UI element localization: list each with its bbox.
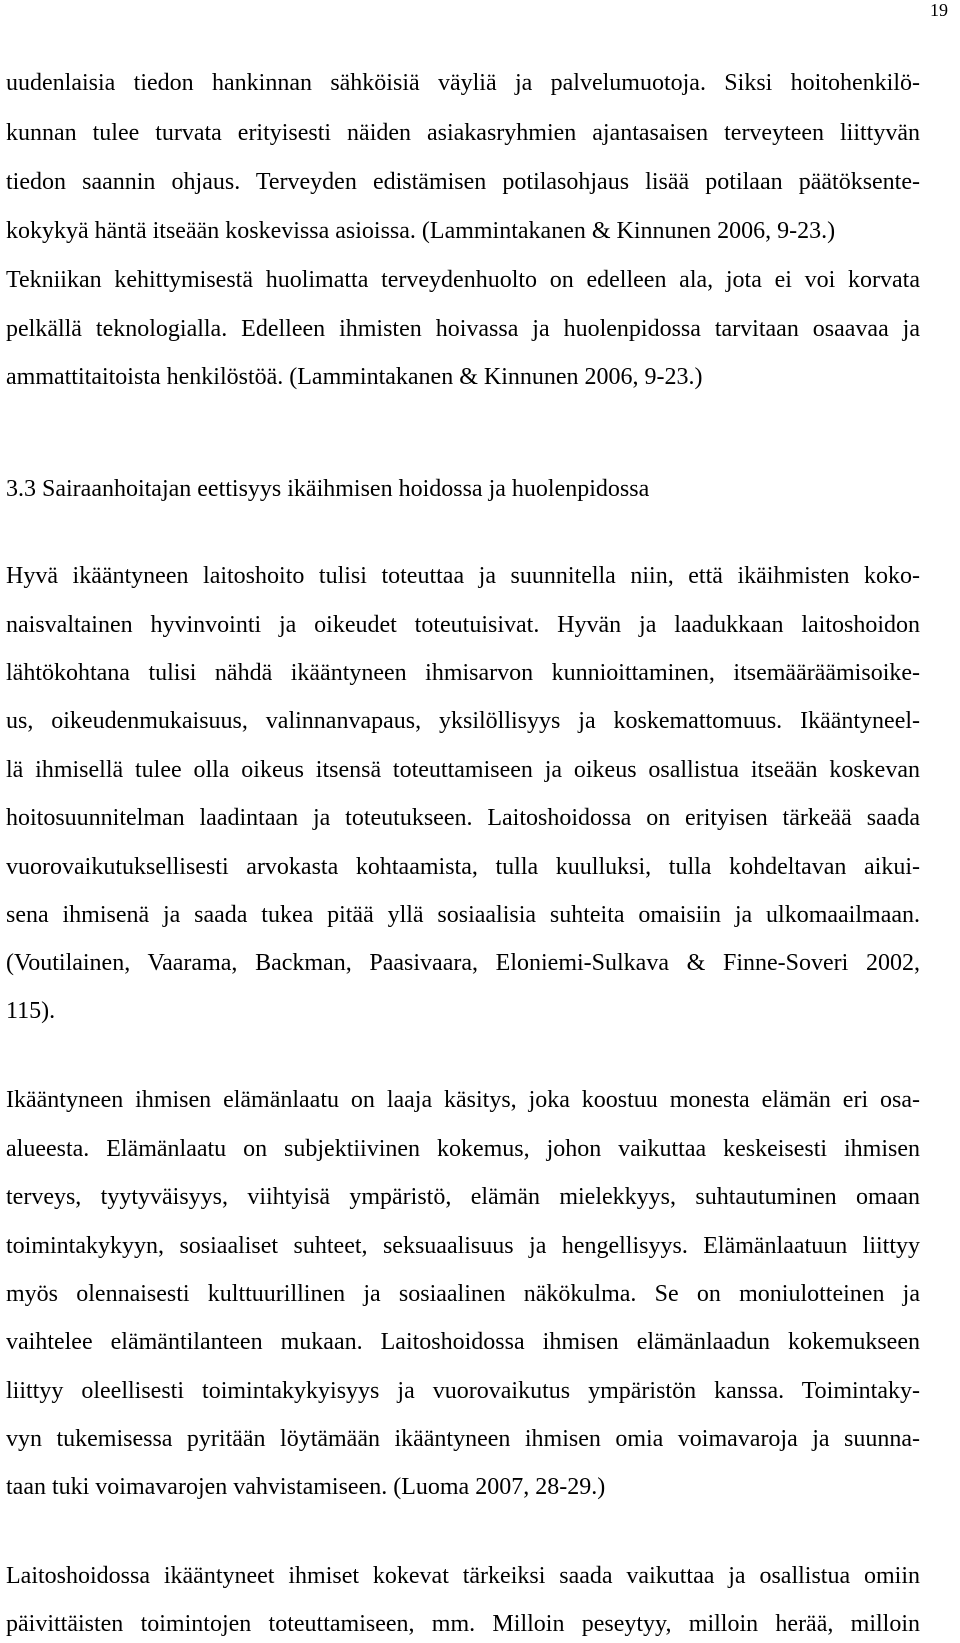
- text-line: naisvaltainen hyvinvointi ja oikeudet toteutuisivat. Hyvän ja laadukkaan laitoshoidon: [6, 612, 920, 638]
- text-line: alueesta. Elämänlaatu on subjektiivinen kokemus, johon vaikuttaa keskeisesti ihmisen: [6, 1136, 920, 1162]
- text-line: sena ihmisenä ja saada tukea pitää yllä sosiaalisia suhteita omaisiin ja ulkomaailmaan.: [6, 902, 920, 928]
- text-line: vyn tukemisessa pyritään löytämään ikääntyneen ihmisen omia voimavaroja ja suunna-: [6, 1426, 920, 1452]
- text-line: lähtökohtana tulisi nähdä ikääntyneen ihmisarvon kunnioittaminen, itsemääräämisoike-: [6, 660, 920, 686]
- text-line: vuorovaikutuksellisesti arvokasta kohtaamista, tulla kuulluksi, tulla kohdeltavan aikui-: [6, 854, 920, 880]
- text-line: myös olennaisesti kulttuurillinen ja sosiaalinen näkökulma. Se on moniulotteinen ja: [6, 1281, 920, 1307]
- text-line: taan tuki voimavarojen vahvistamiseen. (Luoma 2007, 28-29.): [6, 1474, 606, 1500]
- text-line: lä ihmisellä tulee olla oikeus itsensä toteuttamiseen ja oikeus osallistua itseään koskevan: [6, 757, 920, 783]
- text-line: Hyvä ikääntyneen laitoshoito tulisi toteuttaa ja suunnitella niin, että ikäihmisten koko-: [6, 563, 920, 589]
- text-line: päivittäisten toimintojen toteuttamiseen, mm. Milloin peseytyy, milloin herää, milloin: [6, 1611, 920, 1637]
- text-line: us, oikeudenmukaisuus, valinnanvapaus, yksilöllisyys ja koskemattomuus. Ikääntyneel-: [6, 708, 920, 734]
- text-line: Ikääntyneen ihmisen elämänlaatu on laaja käsitys, joka koostuu monesta elämän eri osa-: [6, 1087, 920, 1113]
- text-line: terveys, tyytyväisyys, viihtyisä ympäristö, elämän mielekkyys, suhtautuminen omaan: [6, 1184, 920, 1210]
- text-line: uudenlaisia tiedon hankinnan sähköisiä väyliä ja palvelumuotoja. Siksi hoitohenkilö-: [6, 70, 920, 96]
- section-heading: 3.3 Sairaanhoitajan eettisyys ikäihmisen hoidossa ja huolenpidossa: [6, 476, 650, 502]
- text-line: (Voutilainen, Vaarama, Backman, Paasivaara, Eloniemi-Sulkava & Finne-Soveri 2002,: [6, 950, 920, 976]
- text-line: pelkällä teknologialla. Edelleen ihmisten hoivassa ja huolenpidossa tarvitaan osaavaa ja: [6, 316, 920, 342]
- text-line: toimintakykyyn, sosiaaliset suhteet, seksuaalisuus ja hengellisyys. Elämänlaatuun liittyy: [6, 1233, 920, 1259]
- text-line: kokykyä häntä itseään koskevissa asioissa. (Lammintakanen & Kinnunen 2006, 9-23.): [6, 218, 836, 244]
- text-line: vaihtelee elämäntilanteen mukaan. Laitoshoidossa ihmisen elämänlaadun kokemukseen: [6, 1329, 920, 1355]
- text-line: Tekniikan kehittymisestä huolimatta terveydenhuolto on edelleen ala, jota ei voi korvata: [6, 267, 920, 293]
- text-line: liittyy oleellisesti toimintakykyisyys ja vuorovaikutus ympäristön kanssa. Toimintaky-: [6, 1378, 920, 1404]
- text-line: ammattitaitoista henkilöstöä. (Lammintakanen & Kinnunen 2006, 9-23.): [6, 364, 703, 390]
- text-line: hoitosuunnitelman laadintaan ja toteutukseen. Laitoshoidossa on erityisen tärkeää saada: [6, 805, 920, 831]
- page-number: 19: [930, 0, 948, 20]
- text-line: tiedon saannin ohjaus. Terveyden edistämisen potilasohjaus lisää potilaan päätöksente-: [6, 169, 920, 195]
- text-line: 115).: [6, 998, 56, 1024]
- text-line: Laitoshoidossa ikääntyneet ihmiset kokevat tärkeiksi saada vaikuttaa ja osallistua omiin: [6, 1563, 920, 1589]
- text-line: kunnan tulee turvata erityisesti näiden asiakasryhmien ajantasaisen terveyteen liittyvän: [6, 120, 920, 146]
